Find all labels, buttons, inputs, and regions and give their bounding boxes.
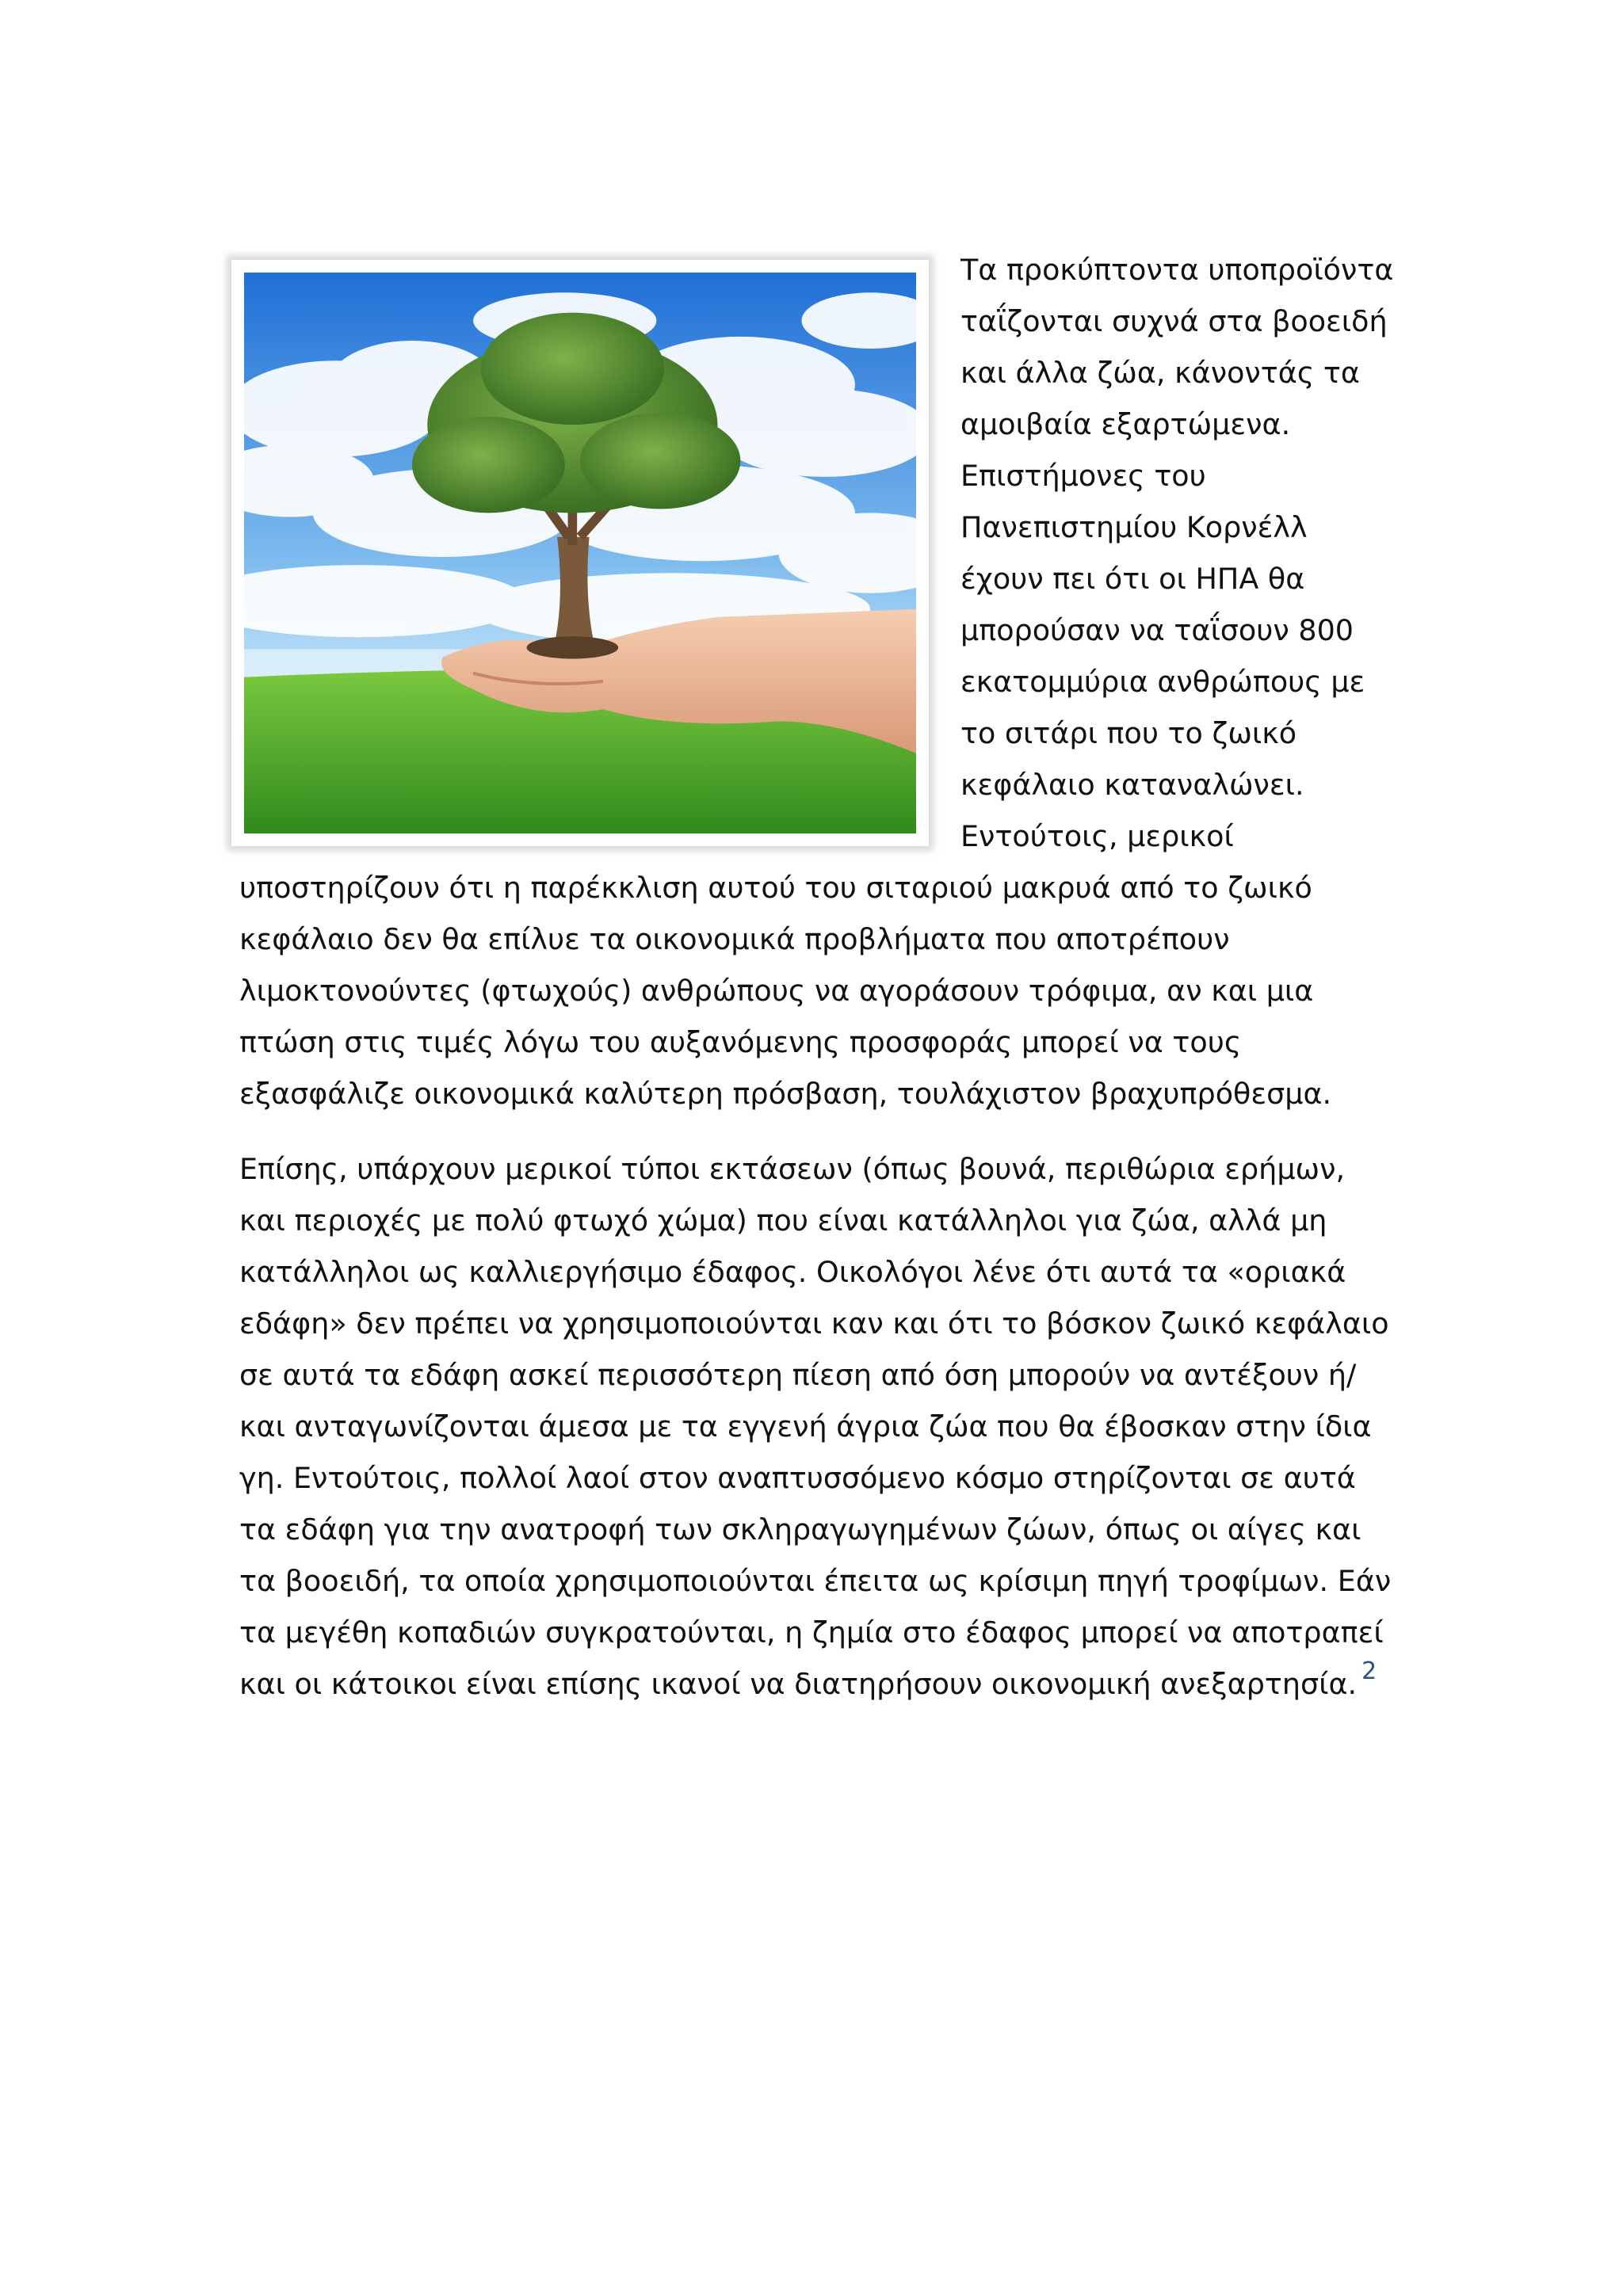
paragraph-2 [239, 1143, 1396, 1710]
page-content [239, 244, 1396, 1710]
paragraph-1: Τα προκύπτοντα υποπροϊόντα ταΐζονται συχνά στα βοοειδή και άλλα ζώα, κάνοντάς τα αμοιβαία εξαρτώμενα. Επιστήμονες του Πανεπιστημίου Κορνέλλ έχουν πει ότι οι ΗΠΑ θα μπορούσαν να ταΐσουν 800 εκατομμύρια ανθρώπους με το σιτάρι που το ζωικό κεφάλαιο καταναλώνει. Εντούτοις, μερικοί υποστηρίζουν ότι η παρέκκλιση αυτού του σιταριού μακρυά από το ζωικό κεφάλαιο δεν θα επίλυε τα οικονομικά προβλήματα που αποτρέπουν λιμοκτονούντες (φτωχούς) ανθρώπους να αγοράσουν τρόφιμα, αν και μια πτώση στις τιμές λόγω του αυξανόμενης προσφοράς μπορεί να τους εξασφάλιζε οικονομικά καλύτερη πρόσβαση, τουλάχιστον βραχυπρόθεσμα. [239, 253, 1394, 1111]
footnote-reference[interactable]: 2 [1361, 1657, 1377, 1685]
tree-in-hand-photo-icon [231, 260, 929, 846]
paragraph-2-text: Επίσης, υπάρχουν μερικοί τύποι εκτάσεων (όπως βουνά, περιθώρια ερήμων, και περιοχές με πολύ φτωχό χώμα) που είναι κατάλληλοι για ζώα, αλλά μη κατάλληλοι ως καλλιεργήσιμο έδαφος. Οικολόγοι λένε ότι αυτά τα «οριακά εδάφη» δεν πρέπει να χρησιμοποιούνται καν και ότι το βόσκον ζωικό κεφάλαιο σε αυτά τα εδάφη ασκεί περισσότερη πίεση από όση μπορούν να αντέξουν ή/και ανταγωνίζονται άμεσα με τα εγγενή άγρια ζώα που θα έβοσκαν στην ίδια γη. Εντούτοις, πολλοί λαοί στον αναπτυσσόμενο κόσμο στηρίζονται σε αυτά τα εδάφη για την ανατροφή των σκληραγωγημένων ζώων, όπως οι αίγες και τα βοοειδή, τα οποία χρησιμοποιούνται έπειτα ως κρίσιμη πηγή τροφίμων. Εάν τα μεγέθη κοπαδιών συγκρατούνται, η ζημία στο έδαφος μπορεί να αποτραπεί και οι κάτοικοι είναι επίσης ικανοί να διατηρήσουν οικονομική ανεξαρτησία. [239, 1152, 1392, 1701]
